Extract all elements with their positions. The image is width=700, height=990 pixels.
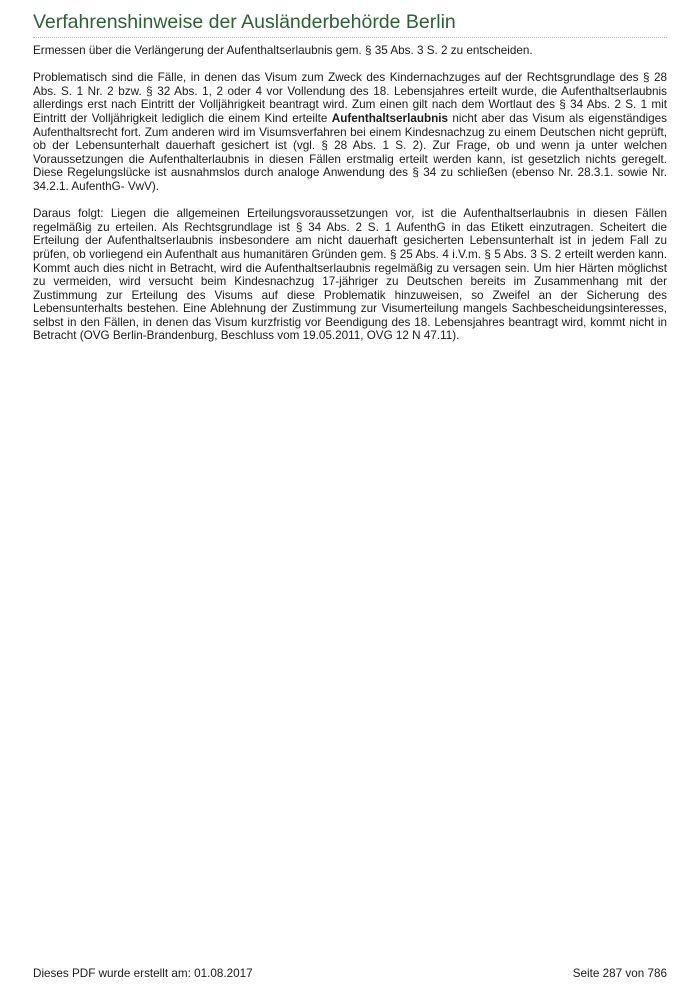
creation-date-note: Dieses PDF wurde erstellt am: 01.08.2017: [33, 967, 253, 980]
paragraph-2-bold-term: Aufenthaltserlaubnis: [331, 111, 448, 125]
paragraph-1: Ermessen über die Verlängerung der Aufenthaltserlaubnis gem. § 35 Abs. 3 S. 2 zu entscheiden.: [33, 44, 533, 57]
title-divider: [33, 37, 667, 38]
paragraph-2-text-a: Problematisch sind die Fälle, in denen das Visum zum Zweck des Kindernachzuges auf der Rechtsgrundlage des § 28 Abs. S. 1 Nr. 2 bzw. § 32 Abs. 1, 2 oder 4 vor Vollendung des 18. Lebensjahres erteilt wurde, die Aufenthaltserlaubnis allerdings erst nach Eintritt der Volljährigkeit beantragt wird. Zum einen gilt nach dem Wortlaut des § 34 Abs. 2 S. 1 mit Eintritt der Volljährigkeit lediglich die einem Kind erteilte: [33, 71, 667, 125]
paragraph-2: [33, 71, 667, 193]
paragraph-2-text-b: nicht aber das Visum als eigenständiges Aufenthaltsrecht fort. Zum anderen wird im Visumsverfahren bei einem Kindesnachzug zu einem Deutschen nicht geprüft, ob der Lebensunterhalt dauerhaft gesichert ist (vgl. § 28 Abs. 1 S. 2). Zur Frage, ob und wenn ja unter welchen Voraussetzungen die Aufenthalterlaubnis in diesen Fällen erstmalig erteilt werden kann, ist gesetzlich nichts geregelt. Diese Regelungslücke ist ausnahmslos durch analoge Anwendung des § 34 zu schließen (ebenso Nr. 28.3.1. sowie Nr. 34.2.1. AufenthG- VwV).: [33, 111, 667, 193]
paragraph-3: Daraus folgt: Liegen die allgemeinen Erteilungsvoraussetzungen vor, ist die Aufenthaltserlaubnis in diesen Fällen regelmäßig zu erteilen. Als Rechtsgrundlage ist § 34 Abs. 2 S. 1 AufenthG in das Etikett einzutragen. Scheitert die Erteilung der Aufenthaltserlaubnis insbesondere am nicht dauerhaft gesicherten Lebensunterhalt ist in jedem Fall zu prüfen, ob vorliegend ein Aufenthalt aus humanitären Gründen gem. § 25 Abs. 4 i.V.m. § 5 Abs. 3 S. 2 erteilt werden kann. Kommt auch dies nicht in Betracht, wird die Aufenthaltserlaubnis regelmäßig zu versagen sein. Um hier Härten möglichst zu vermeiden, wird versucht beim Kindesnachzug 17-jähriger zu Deutschen bereits im Zusammenhang mit der Zustimmung zur Erteilung des Visums auf diese Problematik hinzuweisen, so Zweifel an der Sicherung des Lebensunterhalts bestehen. Eine Ablehnung der Zustimmung zur Visumerteilung mangels Sachbescheidungsinteresses, selbst in den Fällen, in denen das Visum kurzfristig vor Beendigung des 18. Lebensjahres beantragt wird, kommt nicht in Betracht (OVG Berlin-Brandenburg, Beschluss vom 19.05.2011, OVG 12 N 47.11).: [33, 207, 667, 343]
page-footer: [33, 966, 667, 982]
page-title: Verfahrenshinweise der Ausländerbehörde Berlin: [33, 11, 456, 33]
page-number: Seite 287 von 786: [572, 967, 667, 980]
document-body: [33, 44, 667, 357]
